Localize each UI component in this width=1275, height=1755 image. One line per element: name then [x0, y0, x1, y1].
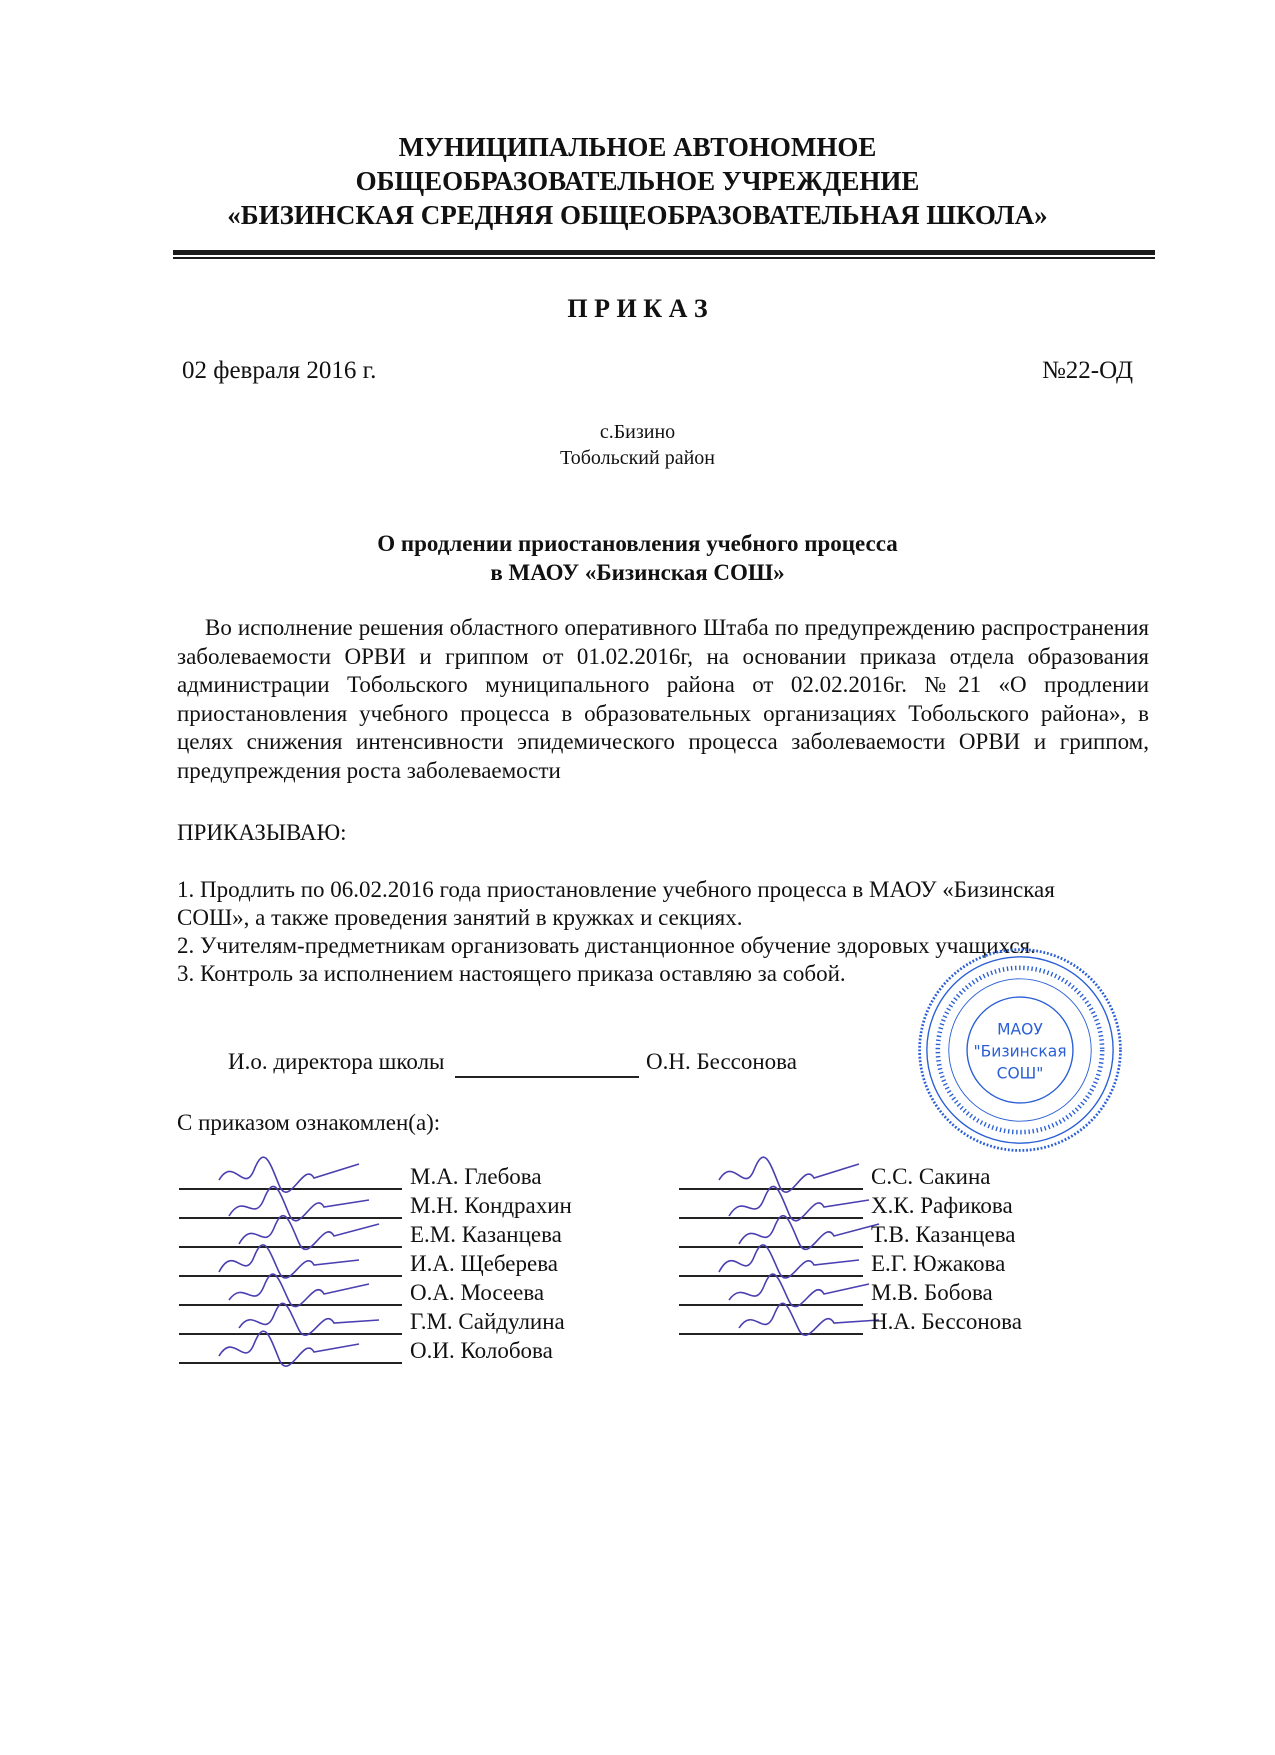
order-word: ПРИКАЗЫВАЮ:: [177, 820, 347, 845]
acknowledged-name: Е.Г. Южакова: [871, 1251, 1006, 1276]
director-signature-line: [455, 1076, 639, 1078]
handwritten-signature: [209, 1324, 369, 1374]
stamp-text-1: МАОУ: [997, 1020, 1043, 1039]
signer-position: И.о. директора школы: [228, 1049, 445, 1074]
signer-name: О.Н. Бессонова: [646, 1049, 797, 1074]
stamp-text-3: СОШ": [996, 1064, 1044, 1083]
acknowledged-name: Н.А. Бессонова: [871, 1309, 1022, 1334]
order-number: №22-ОД: [1041, 357, 1133, 384]
acknowledged-name: Х.К. Рафикова: [871, 1193, 1013, 1218]
order-date: 02 февраля 2016 г.: [182, 357, 377, 384]
item-1-line-2: СОШ», а также проведения занятий в кружках и секциях.: [177, 905, 743, 930]
school-stamp: [915, 945, 1125, 1155]
header-divider-thin: [173, 257, 1155, 259]
acknowledged-name: М.Н. Кондрахин: [410, 1193, 572, 1218]
item-1-line-1: 1. Продлить по 06.02.2016 года приостановление учебного процесса в МАОУ «Бизинская: [177, 877, 1055, 902]
order-title-2: в МАОУ «Бизинская СОШ»: [490, 560, 785, 585]
header-line-3: «БИЗИНСКАЯ СРЕДНЯЯ ОБЩЕОБРАЗОВАТЕЛЬНАЯ ШКОЛА»: [227, 200, 1048, 230]
handwritten-signature: [729, 1295, 889, 1345]
acknowledged-name: О.А. Мосеева: [410, 1280, 545, 1305]
acknowledged-name: О.И. Колобова: [410, 1338, 553, 1363]
acknowledged-name: Г.М. Сайдулина: [410, 1309, 565, 1334]
acknowledged-name: Е.М. Казанцева: [410, 1222, 562, 1247]
place-village: с.Бизино: [599, 421, 676, 443]
stamp-text-2: "Бизинская: [973, 1042, 1067, 1061]
place-district: Тобольский район: [559, 447, 715, 469]
acknowledged-name: И.А. Щеберева: [410, 1251, 558, 1276]
acknowledged-name: Т.В. Казанцева: [871, 1222, 1016, 1247]
header-line-2: ОБЩЕОБРАЗОВАТЕЛЬНОЕ УЧРЕЖДЕНИЕ: [355, 166, 920, 196]
preamble-paragraph: Во исполнение решения областного оперативного Штаба по предупреждению распространения заболеваемости ОРВИ и гриппом от 01.02.2016г, на основании приказа отдела образования администрации Тобольского муниципального района от 02.02.2016г. №21 «О продлении приостановления учебного процесса в образовательных организациях Тобольского района», в целях снижения интенсивности эпидемического процесса заболеваемости ОРВИ и гриппом, предупреждения роста заболеваемости: [177, 615, 1149, 783]
item-3: 3. Контроль за исполнением настоящего приказа оставляю за собой.: [177, 961, 846, 986]
document-type: П Р И К А З: [567, 294, 708, 323]
acknowledged-name: М.В. Бобова: [871, 1280, 993, 1305]
acknowledged-label: С приказом ознакомлен(а):: [177, 1110, 441, 1135]
order-title-1: О продлении приостановления учебного процесса: [377, 531, 898, 556]
acknowledged-name: С.С. Сакина: [871, 1164, 991, 1189]
header-divider: [173, 250, 1155, 255]
header-line-1: МУНИЦИПАЛЬНОЕ АВТОНОМНОЕ: [398, 132, 877, 162]
item-2: 2. Учителям-предметникам организовать дистанционное обучение здоровых учащихся.: [177, 933, 1036, 958]
acknowledged-name: М.А. Глебова: [410, 1164, 542, 1189]
